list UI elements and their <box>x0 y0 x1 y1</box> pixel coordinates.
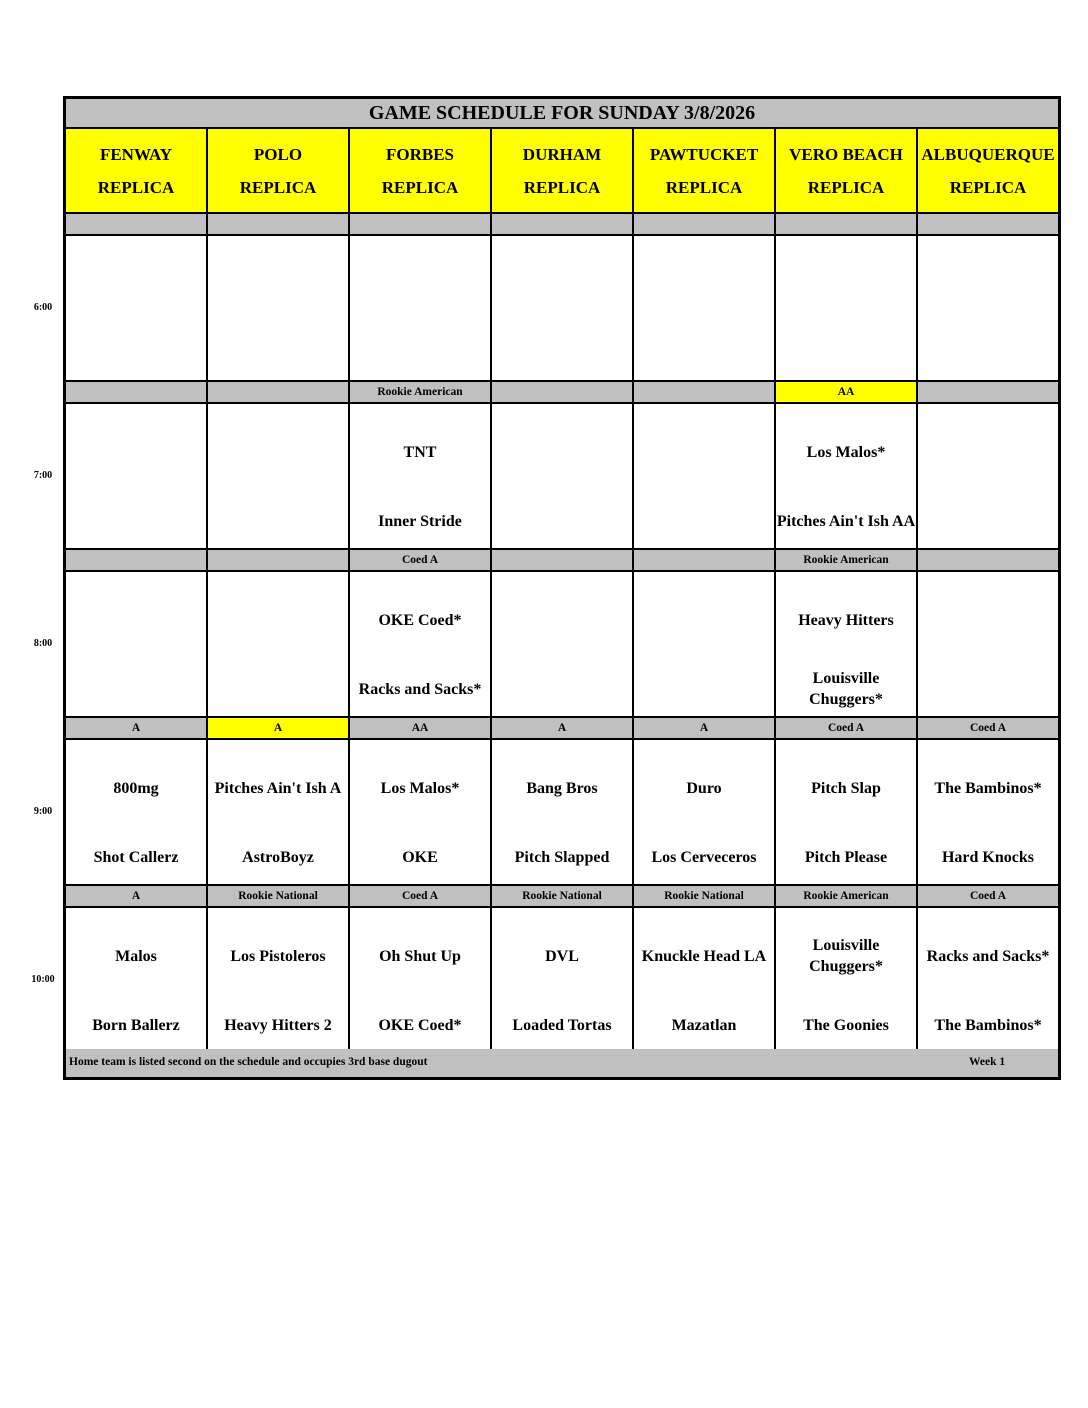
away-team <box>492 263 632 305</box>
game-cell <box>492 908 634 1054</box>
field-name: FORBES <box>385 144 455 164</box>
time-label: 7:00 <box>33 470 53 481</box>
division-label <box>208 550 350 572</box>
away-team: Knuckle Head LA <box>641 947 767 965</box>
division-label <box>66 550 208 572</box>
division-label: Coed A <box>350 550 492 572</box>
division-label <box>634 550 776 572</box>
away-team: OKE Coed* <box>378 611 462 629</box>
away-team <box>634 599 774 641</box>
division-label <box>66 214 208 236</box>
game-cell <box>66 572 208 718</box>
home-team <box>208 332 348 374</box>
game-cell <box>350 404 492 550</box>
field-header-6 <box>776 129 918 214</box>
home-team <box>634 500 774 542</box>
field-header-7 <box>918 129 1058 214</box>
division-label: A <box>634 718 776 740</box>
game-cell <box>208 740 350 886</box>
field-name: POLO <box>253 144 303 164</box>
division-label <box>208 382 350 404</box>
time-label: 6:00 <box>33 302 53 313</box>
division-label <box>918 382 1058 404</box>
away-team <box>918 599 1058 641</box>
game-cell <box>776 908 918 1054</box>
game-cell <box>350 572 492 718</box>
field-subtitle: REPLICA <box>239 177 317 197</box>
division-label <box>634 382 776 404</box>
field-subtitle: REPLICA <box>523 177 601 197</box>
home-team: Louisville Chuggers* <box>809 670 883 708</box>
game-cell <box>208 908 350 1054</box>
away-team <box>66 263 206 305</box>
away-team: Louisville Chuggers* <box>809 937 883 975</box>
home-team <box>66 500 206 542</box>
away-team: Pitch Slap <box>811 779 881 797</box>
away-team <box>66 599 206 641</box>
away-team <box>208 431 348 473</box>
game-cell <box>776 404 918 550</box>
away-team: Heavy Hitters <box>798 611 894 629</box>
home-team <box>918 332 1058 374</box>
division-label: Rookie American <box>350 382 492 404</box>
game-cell <box>634 236 776 382</box>
division-label <box>350 214 492 236</box>
division-label: Coed A <box>776 718 918 740</box>
home-team: Hard Knocks <box>941 848 1034 866</box>
field-header-1 <box>66 129 208 214</box>
away-team: Duro <box>686 779 722 797</box>
field-name: VERO BEACH <box>789 144 903 164</box>
division-label: Coed A <box>918 718 1058 740</box>
game-cell <box>776 572 918 718</box>
field-subtitle: REPLICA <box>665 177 743 197</box>
field-header-row <box>66 129 1058 214</box>
division-label: Coed A <box>918 886 1058 908</box>
home-team <box>492 332 632 374</box>
game-cell <box>634 572 776 718</box>
game-cell <box>66 404 208 550</box>
home-team: Heavy Hitters 2 <box>224 1016 332 1034</box>
field-header-3 <box>350 129 492 214</box>
away-team: Los Malos* <box>806 443 886 461</box>
away-team: 800mg <box>113 779 159 797</box>
away-team <box>918 431 1058 473</box>
home-team: OKE <box>402 848 438 866</box>
away-team: Oh Shut Up <box>379 947 461 965</box>
home-team <box>492 500 632 542</box>
game-cell <box>918 908 1058 1054</box>
division-label <box>918 550 1058 572</box>
away-team <box>634 431 774 473</box>
division-label <box>492 550 634 572</box>
division-label <box>492 214 634 236</box>
field-header-4 <box>492 129 634 214</box>
division-label: AA <box>776 382 918 404</box>
game-cell <box>634 740 776 886</box>
game-cell <box>918 236 1058 382</box>
home-team <box>918 668 1058 710</box>
home-team <box>918 500 1058 542</box>
home-team <box>492 668 632 710</box>
time-label: 10:00 <box>31 974 55 985</box>
division-label: A <box>66 886 208 908</box>
game-cell <box>350 236 492 382</box>
game-cell <box>634 908 776 1054</box>
field-subtitle: REPLICA <box>381 177 459 197</box>
division-label: Rookie American <box>776 886 918 908</box>
home-team <box>776 332 916 374</box>
away-team <box>208 599 348 641</box>
home-team: The Goonies <box>803 1016 889 1034</box>
field-name: PAWTUCKET <box>649 144 759 164</box>
time-label: 8:00 <box>33 638 53 649</box>
game-cell <box>634 404 776 550</box>
home-team: Pitch Slapped <box>514 848 610 866</box>
field-header-2 <box>208 129 350 214</box>
home-team: Los Cerveceros <box>651 848 757 866</box>
away-team: Los Pistoleros <box>230 947 326 965</box>
home-team <box>634 332 774 374</box>
game-cell <box>350 908 492 1054</box>
game-cell <box>918 740 1058 886</box>
schedule-table <box>63 96 1061 1080</box>
schedule-footer <box>66 1049 1058 1077</box>
division-label: A <box>66 718 208 740</box>
away-team: Los Malos* <box>380 779 460 797</box>
division-label: A <box>208 718 350 740</box>
away-team: Bang Bros <box>526 779 598 797</box>
away-team: Racks and Sacks* <box>926 947 1050 965</box>
home-team: Pitch Please <box>804 848 888 866</box>
away-team <box>492 599 632 641</box>
home-team <box>208 500 348 542</box>
game-cell <box>66 236 208 382</box>
away-team: Pitches Ain't Ish A <box>214 779 342 797</box>
game-cell <box>350 740 492 886</box>
division-label: Coed A <box>350 886 492 908</box>
home-team: AstroBoyz <box>242 848 314 866</box>
home-team: Shot Callerz <box>93 848 179 866</box>
field-subtitle: REPLICA <box>807 177 885 197</box>
division-label: Rookie National <box>492 886 634 908</box>
game-cell <box>918 572 1058 718</box>
division-label <box>776 214 918 236</box>
away-team <box>66 431 206 473</box>
division-label <box>634 214 776 236</box>
week-label: Week 1 <box>969 1056 1006 1068</box>
home-team-note: Home team is listed second on the schedule and occupies 3rd base dugout <box>69 1056 428 1068</box>
field-name: FENWAY <box>99 144 173 164</box>
away-team <box>634 263 774 305</box>
division-label: Rookie American <box>776 550 918 572</box>
game-cell <box>492 572 634 718</box>
away-team: The Bambinos* <box>934 779 1042 797</box>
game-cell <box>776 236 918 382</box>
time-label: 9:00 <box>33 806 53 817</box>
away-team: DVL <box>545 947 579 965</box>
game-cell <box>776 740 918 886</box>
field-subtitle: REPLICA <box>949 177 1027 197</box>
home-team <box>66 332 206 374</box>
home-team <box>208 668 348 710</box>
home-team <box>350 332 490 374</box>
field-name: DURHAM <box>522 144 602 164</box>
home-team: Mazatlan <box>671 1016 737 1034</box>
game-cell <box>492 236 634 382</box>
field-subtitle: REPLICA <box>97 177 175 197</box>
game-cell <box>66 908 208 1054</box>
field-name: ALBUQUERQUE <box>921 144 1055 164</box>
game-cell <box>208 572 350 718</box>
game-cell <box>66 740 208 886</box>
home-team: Born Ballerz <box>92 1016 180 1034</box>
division-label <box>918 214 1058 236</box>
home-team: Loaded Tortas <box>512 1016 612 1034</box>
home-team: The Bambinos* <box>934 1016 1042 1034</box>
home-team: Inner Stride <box>378 512 462 530</box>
division-label <box>208 214 350 236</box>
game-cell <box>208 404 350 550</box>
division-label <box>66 382 208 404</box>
schedule-title: GAME SCHEDULE FOR SUNDAY 3/8/2026 <box>66 99 1058 129</box>
home-team: OKE Coed* <box>378 1016 462 1034</box>
away-team <box>208 263 348 305</box>
division-label: Rookie National <box>208 886 350 908</box>
game-cell <box>918 404 1058 550</box>
game-cell <box>492 740 634 886</box>
division-label: AA <box>350 718 492 740</box>
home-team <box>634 668 774 710</box>
home-team: Racks and Sacks* <box>358 680 482 698</box>
home-team: Pitches Ain't Ish AA <box>776 512 916 530</box>
game-cell <box>208 236 350 382</box>
away-team <box>776 263 916 305</box>
away-team <box>492 431 632 473</box>
division-label: Rookie National <box>634 886 776 908</box>
away-team <box>918 263 1058 305</box>
game-cell <box>492 404 634 550</box>
division-label: A <box>492 718 634 740</box>
field-header-5 <box>634 129 776 214</box>
home-team <box>66 668 206 710</box>
away-team: Malos <box>115 947 157 965</box>
division-label <box>492 382 634 404</box>
away-team <box>350 263 490 305</box>
away-team: TNT <box>403 443 437 461</box>
